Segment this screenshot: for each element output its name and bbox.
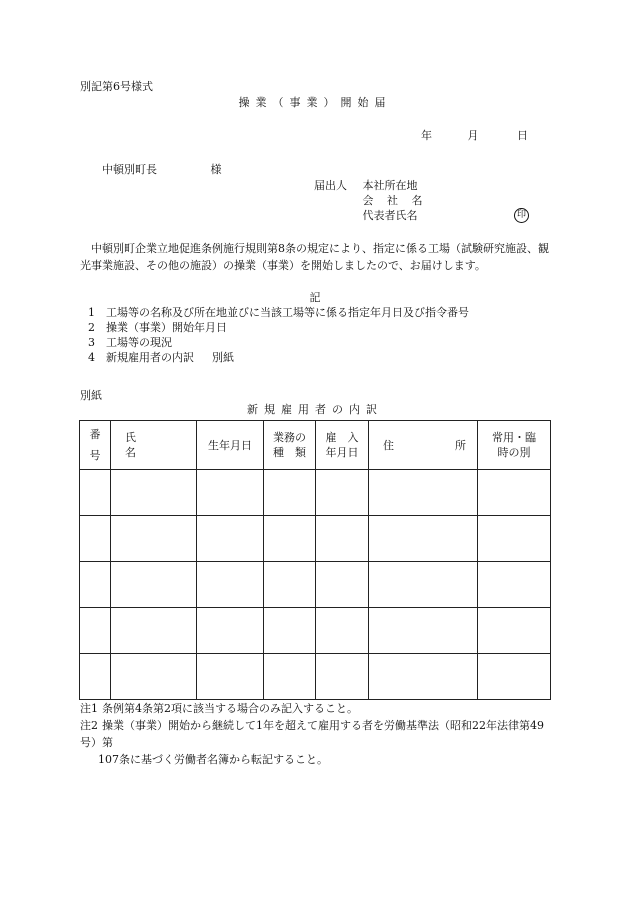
addressee-name: 中頓別町長: [102, 163, 157, 176]
table-cell[interactable]: [478, 654, 551, 700]
table-header-row: [80, 421, 551, 470]
item-text: 工場等の名称及び所在地並びに当該工場等に係る指定年月日及び指令番号: [106, 306, 469, 319]
item-number: 2: [88, 321, 95, 334]
table-cell[interactable]: [111, 654, 197, 700]
note-text: 条例第4条第2項に該当する場合のみ記入すること。: [102, 702, 358, 715]
table-cell[interactable]: [369, 470, 478, 516]
table-cell[interactable]: [80, 470, 111, 516]
table-cell[interactable]: [197, 470, 264, 516]
table-cell[interactable]: [316, 516, 369, 562]
list-item: [88, 336, 469, 351]
table-cell[interactable]: [316, 562, 369, 608]
table-cell[interactable]: [316, 608, 369, 654]
applicant-block: [314, 179, 428, 224]
table-cell[interactable]: [197, 516, 264, 562]
note-continuation: 107条に基づく労働者名簿から転記すること。: [98, 753, 328, 766]
table-cell[interactable]: [264, 470, 316, 516]
representative-label: 代表者氏名: [362, 209, 418, 222]
page-title: 操業（事業）開始届: [238, 96, 392, 109]
note-mark: 注1: [80, 702, 98, 715]
header-birthdate: 生年月日: [197, 421, 264, 470]
addressee-honorific: 様: [210, 163, 222, 176]
table-cell[interactable]: [264, 608, 316, 654]
seal-mark: 印: [514, 208, 529, 223]
table-cell[interactable]: [80, 516, 111, 562]
body-paragraph: 中頓別町企業立地促進条例施行規則第8条の規定により、指定に係る工場（試験研究施設、観光事業施設、その他の施設）の操業（事業）を開始しましたので、お届けします。: [80, 242, 549, 272]
note-text: 操業（事業）開始から継続して1年を超えて雇用する者を労働基準法（昭和22年法律第49号）第: [80, 719, 544, 749]
table-cell[interactable]: [369, 562, 478, 608]
date-day-label: 日: [517, 129, 528, 142]
note-item: [80, 700, 558, 717]
header-number: 番 号: [80, 421, 111, 470]
applicant-label: 届出人: [314, 179, 347, 192]
table-cell[interactable]: [264, 562, 316, 608]
table-cell[interactable]: [80, 608, 111, 654]
table-row: [80, 470, 551, 516]
table-row: [80, 562, 551, 608]
item-attachment-ref: 別紙: [212, 351, 234, 364]
item-text: 操業（事業）開始年月日: [106, 321, 227, 334]
table-row: [80, 654, 551, 700]
employees-table: [79, 420, 551, 700]
table-cell[interactable]: [478, 470, 551, 516]
table-cell[interactable]: [111, 608, 197, 654]
company-address-label: 本社所在地: [362, 179, 418, 192]
table-cell[interactable]: [478, 608, 551, 654]
date-year-label: 年: [421, 129, 432, 142]
date-line: [421, 129, 528, 144]
table-row: [80, 516, 551, 562]
date-month-label: 月: [467, 129, 479, 142]
header-address: 住 所: [369, 421, 478, 470]
header-hire-date: 雇 入 年月日: [316, 421, 369, 470]
company-name-label: 会 社 名: [362, 194, 428, 207]
note-mark: 注2: [80, 719, 98, 732]
table-cell[interactable]: [369, 654, 478, 700]
table-cell[interactable]: [111, 470, 197, 516]
ki-heading: 記: [309, 291, 321, 304]
table-row: [80, 608, 551, 654]
list-item: [88, 321, 469, 336]
table-cell[interactable]: [197, 608, 264, 654]
item-text: 工場等の現況: [106, 336, 172, 349]
table-title: 新規雇用者の内訳: [247, 403, 383, 416]
note-item: [80, 717, 558, 751]
header-name: 氏名: [111, 421, 197, 470]
table-cell[interactable]: [316, 470, 369, 516]
form-number: 別記第6号様式: [80, 80, 153, 93]
table-cell[interactable]: [80, 654, 111, 700]
table-cell[interactable]: [369, 516, 478, 562]
table-cell[interactable]: [264, 516, 316, 562]
list-item: [88, 351, 469, 366]
attachment-label: 別紙: [80, 389, 102, 402]
table-cell[interactable]: [264, 654, 316, 700]
item-list: [88, 306, 469, 366]
header-job-type: 業務の 種 類: [264, 421, 316, 470]
table-cell[interactable]: [80, 562, 111, 608]
table-cell[interactable]: [316, 654, 369, 700]
table-cell[interactable]: [197, 562, 264, 608]
item-number: 4: [88, 351, 95, 364]
table-cell[interactable]: [111, 516, 197, 562]
item-number: 3: [88, 336, 95, 349]
header-employment-type: 常用・臨 時の別: [478, 421, 551, 470]
list-item: [88, 306, 469, 321]
table-cell[interactable]: [369, 608, 478, 654]
addressee: [102, 163, 222, 178]
table-cell[interactable]: [478, 562, 551, 608]
table-cell[interactable]: [197, 654, 264, 700]
table-cell[interactable]: [478, 516, 551, 562]
notes: [80, 700, 558, 768]
item-text: 新規雇用者の内訳: [106, 351, 194, 364]
item-number: 1: [88, 306, 95, 319]
table-cell[interactable]: [111, 562, 197, 608]
